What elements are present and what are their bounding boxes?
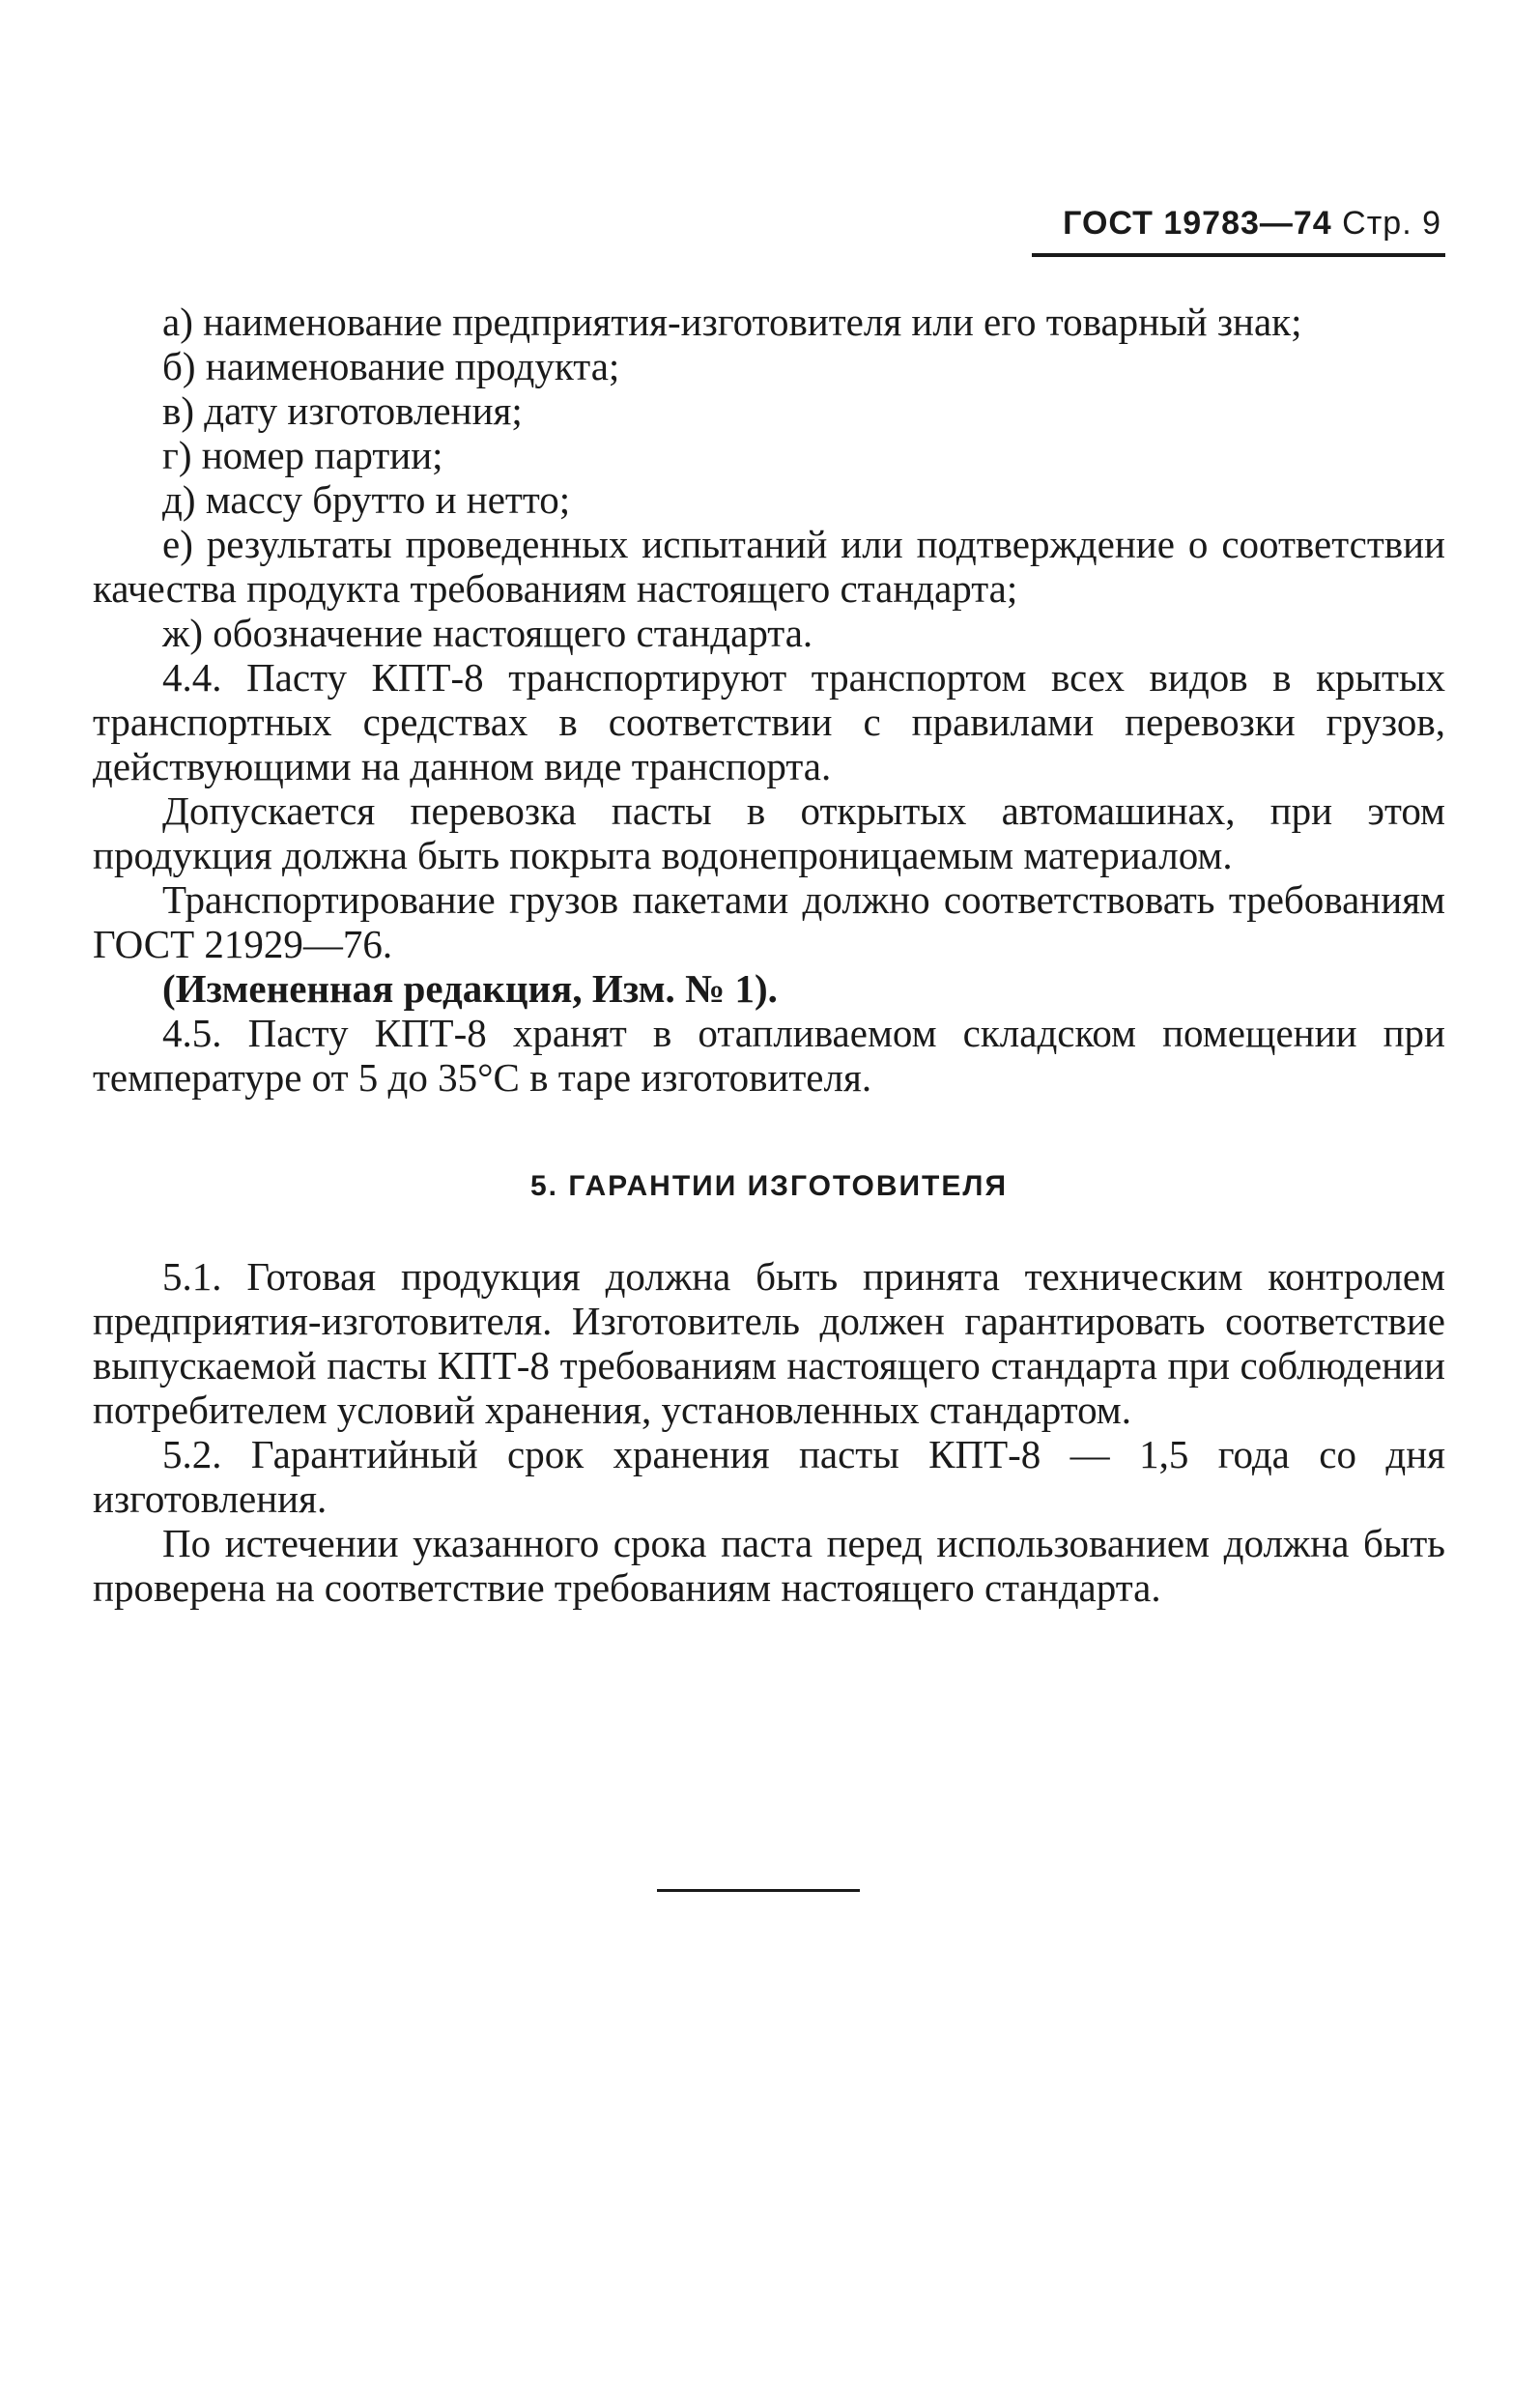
header-rule — [1032, 253, 1445, 257]
list-item-d: д) массу брутто и нетто; — [162, 477, 571, 522]
list-item-g: г) номер партии; — [162, 433, 443, 477]
end-rule — [657, 1889, 860, 1892]
clause-5-1: 5.1. Готовая продукция должна быть принята техническим контролем предприятия-изготовителя. Изготовитель должен гарантировать соответствие выпускаемой пасты КПТ-8 требованиям настоящего стандарта при соблюдении потребителем условий хранения, установленных стандартом. — [93, 1254, 1445, 1432]
list-item-e: е) результаты проведенных испытаний или подтверждение о соответствии качества продукта требованиям настоящего стандарта; — [93, 522, 1445, 611]
amendment-note: (Измененная редакция, Изм. № 1). — [162, 966, 778, 1011]
page-number: Стр. 9 — [1342, 205, 1441, 242]
standard-number: ГОСТ 19783—74 — [1063, 205, 1332, 242]
clause-4-4-packages: Транспортирование грузов пакетами должно соответствовать требованиям ГОСТ 21929—76. — [93, 877, 1445, 966]
section-5-heading: 5. ГАРАНТИИ ИЗГОТОВИТЕЛЯ — [529, 1170, 1008, 1202]
clause-5-2: 5.2. Гарантийный срок хранения пасты КПТ-8 — 1,5 года со дня изготовления. — [93, 1432, 1445, 1521]
list-item-v: в) дату изготовления; — [162, 388, 523, 433]
list-item-zh: ж) обозначение настоящего стандарта. — [162, 611, 813, 655]
clause-4-4: 4.4. Пасту КПТ-8 транспортируют транспортом всех видов в крытых транспортных средствах в соответствии с правилами перевозки грузов, действующими на данном виде транспорта. — [93, 655, 1445, 788]
clause-4-5: 4.5. Пасту КПТ-8 хранят в отапливаемом складском помещении при температуре от 5 до 35°С в таре изготовителя. — [93, 1011, 1445, 1100]
list-item-a: а) наименование предприятия-изготовителя или его товарный знак; — [162, 300, 1302, 344]
text-body — [93, 300, 1445, 1610]
clause-4-4-open-transport: Допускается перевозка пасты в открытых автомашинах, при этом продукция должна быть покрыта водонепроницаемым материалом. — [93, 788, 1445, 877]
clause-5-2-expiry: По истечении указанного срока паста перед использованием должна быть проверена на соответствие требованиям настоящего стандарта. — [93, 1521, 1445, 1610]
page-header — [966, 205, 1441, 243]
list-item-b: б) наименование продукта; — [162, 344, 620, 388]
